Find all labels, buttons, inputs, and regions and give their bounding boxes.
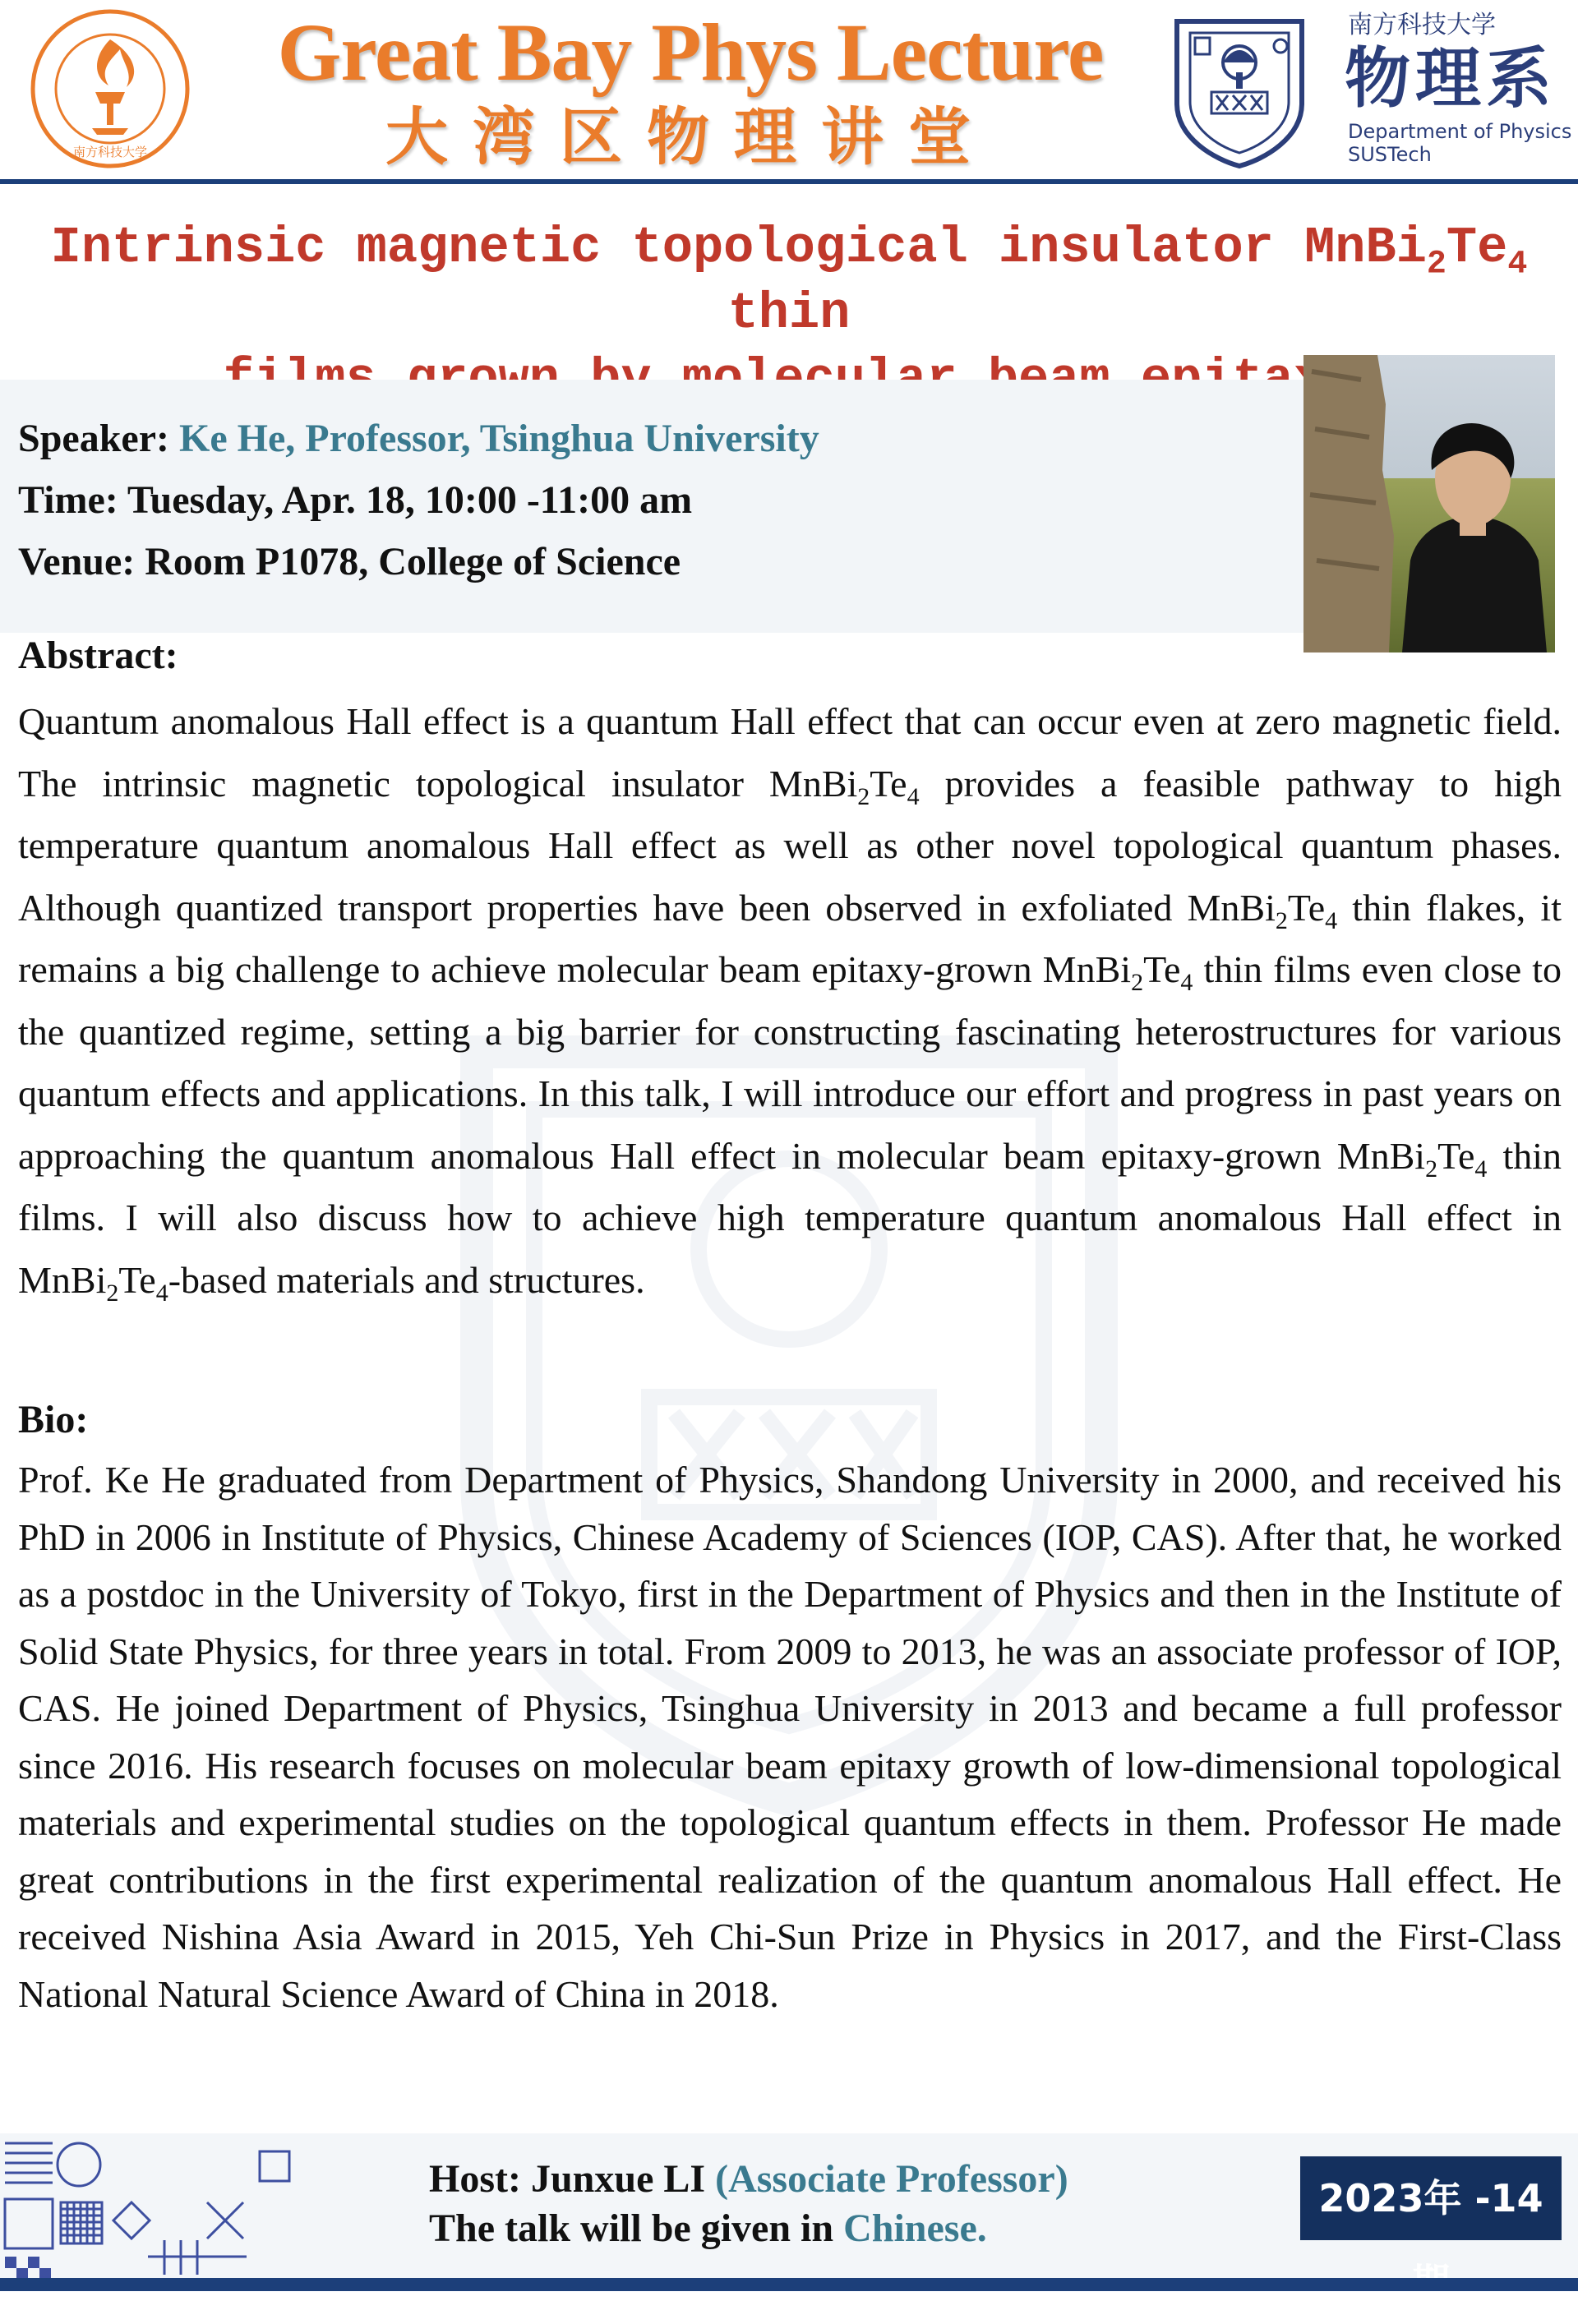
- speaker-value: Ke He, Professor, Tsinghua University: [178, 417, 819, 460]
- talk-title-line1: Intrinsic magnetic topological insulator $MnBi_2Te_4$ thin: [50, 219, 1528, 343]
- sustech-logo: [20, 7, 201, 171]
- dept-name-en: [1348, 120, 1571, 166]
- footer-geometric-decoration-icon: [0, 2133, 312, 2291]
- bio-text: Prof. Ke He graduated from Department of Physics, Shandong University in 2000, and received his PhD in 2006 in Institute of Physics, Chinese Academy of Sciences (IOP, CAS). After that, he worked as a postdoc in the University of Tokyo, first in the Department of Physics and then in the Institute of Solid State Physics, for three years in total. From 2009 to 2013, he was an associate professor of IOP, CAS. He joined Department of Physics, Tsinghua University in 2013 and became a full professor since 2016. His research focuses on molecular beam epitaxy growth of low-dimensional topological materials and experimental studies on the topological quantum effects in them. Professor He made great contributions in the first experimental realization of the quantum anomalous Hall effect. He received Nishina Asia Award in 2015, Yeh Chi-Sun Prize in Physics in 2017, and the First-Class National Natural Science Award of China in 2018.: [18, 1459, 1562, 2015]
- language-value: Chinese.: [843, 2206, 987, 2250]
- language-line: [429, 2204, 987, 2253]
- host-line: [429, 2155, 1068, 2204]
- header: [0, 0, 1578, 179]
- speaker-label: Speaker:: [18, 417, 179, 460]
- language-prefix: The talk will be given in: [429, 2206, 844, 2250]
- dept-university-cn: 南方科技大学: [1348, 11, 1496, 39]
- dept-name-en-line1: Department of Physics: [1348, 120, 1572, 143]
- time-line: Time: Tuesday, Apr. 18, 10:00 -11:00 am: [18, 478, 693, 522]
- host-label: Host: Junxue LI: [429, 2157, 716, 2201]
- header-divider: [0, 179, 1578, 184]
- speaker-line: [18, 414, 819, 463]
- speaker-photo: [1303, 355, 1555, 652]
- abstract-label: Abstract:: [18, 634, 178, 677]
- dept-name-cn: 物理系: [1345, 40, 1557, 117]
- department-shield-logo: [1165, 13, 1313, 169]
- sustech-logo-label: 南方科技大学: [72, 145, 148, 159]
- venue-line: Venue: Room P1078, College of Science: [18, 540, 681, 583]
- footer-divider: [0, 2278, 1578, 2291]
- series-subtitle: 大湾区物理讲堂: [385, 100, 995, 173]
- abstract-text: Quantum anomalous Hall effect is a quantum Hall effect that can occur even at zero magnetic field. The intrinsic magnetic topological insulator $MnBi_2Te_4$ provides a feasible pathway to high temperature quantum anomalous Hall effect as well as other novel topological quantum phases. Although quantized transport properties have been observed in exfoliated $MnBi_2Te_4$ thin flakes, it remains a big challenge to achieve molecular beam epitaxy-grown $MnBi_2Te_4$ thin films even close to the quantized regime, setting a big barrier for constructing fascinating heterostructures for various quantum effects and applications. In this talk, I will introduce our effort and progress in past years on approaching the quantum anomalous Hall effect in molecular beam epitaxy-grown $MnBi_2Te_4$ thin films. I will also discuss how to achieve high temperature quantum anomalous Hall effect in $MnBi_2Te_4$-based materials and structures.: [18, 700, 1562, 1307]
- bio-label: Bio:: [18, 1398, 89, 1441]
- dept-name-en-line2: SUSTech: [1348, 143, 1432, 166]
- series-title: Great Bay Phys Lecture: [277, 7, 1104, 98]
- issue-badge: 2023年 -14: [1300, 2156, 1562, 2240]
- host-role: (Associate Professor): [715, 2157, 1068, 2201]
